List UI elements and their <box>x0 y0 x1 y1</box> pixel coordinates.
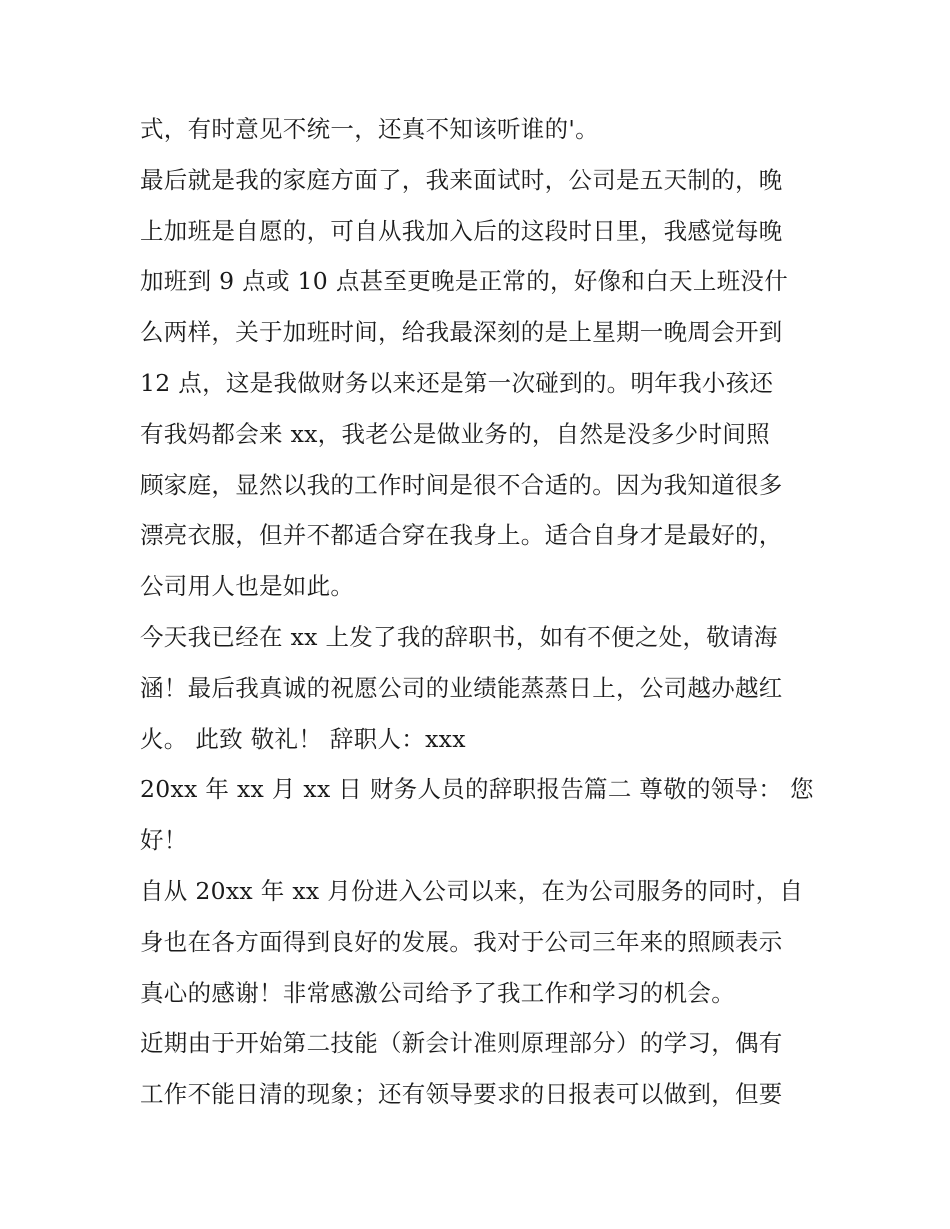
text-line-2: 最后就是我的家庭方面了，我来面试时，公司是五天制的，晚 <box>140 165 783 194</box>
text-line-19: 近期由于开始第二技能（新会计准则原理部分）的学习，偶有 <box>140 1029 783 1058</box>
text-line-9: 漂亮衣服，但并不都适合穿在我身上。适合自身才是最好的， <box>140 521 783 550</box>
text-line-8: 顾家庭，显然以我的工作时间是很不合适的。因为我知道很多 <box>140 470 783 499</box>
text-line-1: 式，有时意见不统一，还真不知该听谁的'。 <box>140 115 599 143</box>
text-line-4: 加班到 9 点或 10 点甚至更晚是正常的，好像和白天上班没什 <box>140 267 789 296</box>
text-line-10: 公司用人也是如此。 <box>140 572 355 601</box>
text-line-7: 有我妈都会来 xx，我老公是做业务的，自然是没多少时间照 <box>140 419 770 448</box>
text-line-5: 么两样，关于加班时间，给我最深刻的是上星期一晚周会开到 <box>140 318 783 347</box>
text-line-17: 身也在各方面得到良好的发展。我对于公司三年来的照顾表示 <box>140 927 783 956</box>
text-line-11: 今天我已经在 xx 上发了我的辞职书，如有不便之处，敬请海 <box>140 622 778 651</box>
text-line-13: 火。 此致 敬礼！ 辞职人：xxx <box>140 724 466 753</box>
text-line-18: 真心的感谢！非常感激公司给予了我工作和学习的机会。 <box>140 978 735 1007</box>
text-line-12: 涵！最后我真诚的祝愿公司的业绩能蒸蒸日上，公司越办越红 <box>140 673 783 702</box>
document-body <box>140 104 820 1120</box>
text-line-3: 上加班是自愿的，可自从我加入后的这段时日里，我感觉每晚 <box>140 216 783 245</box>
text-line-20: 工作不能日清的现象；还有领导要求的日报表可以做到，但要 <box>140 1080 783 1109</box>
text-line-15: 好！ <box>140 826 188 855</box>
text-line-14: 20xx 年 xx 月 xx 日 财务人员的辞职报告篇二 尊敬的领导： 您 <box>140 775 814 804</box>
text-line-6: 12 点，这是我做财务以来还是第一次碰到的。明年我小孩还 <box>140 368 774 397</box>
text-line-16: 自从 20xx 年 xx 月份进入公司以来，在为公司服务的同时，自 <box>140 876 804 905</box>
